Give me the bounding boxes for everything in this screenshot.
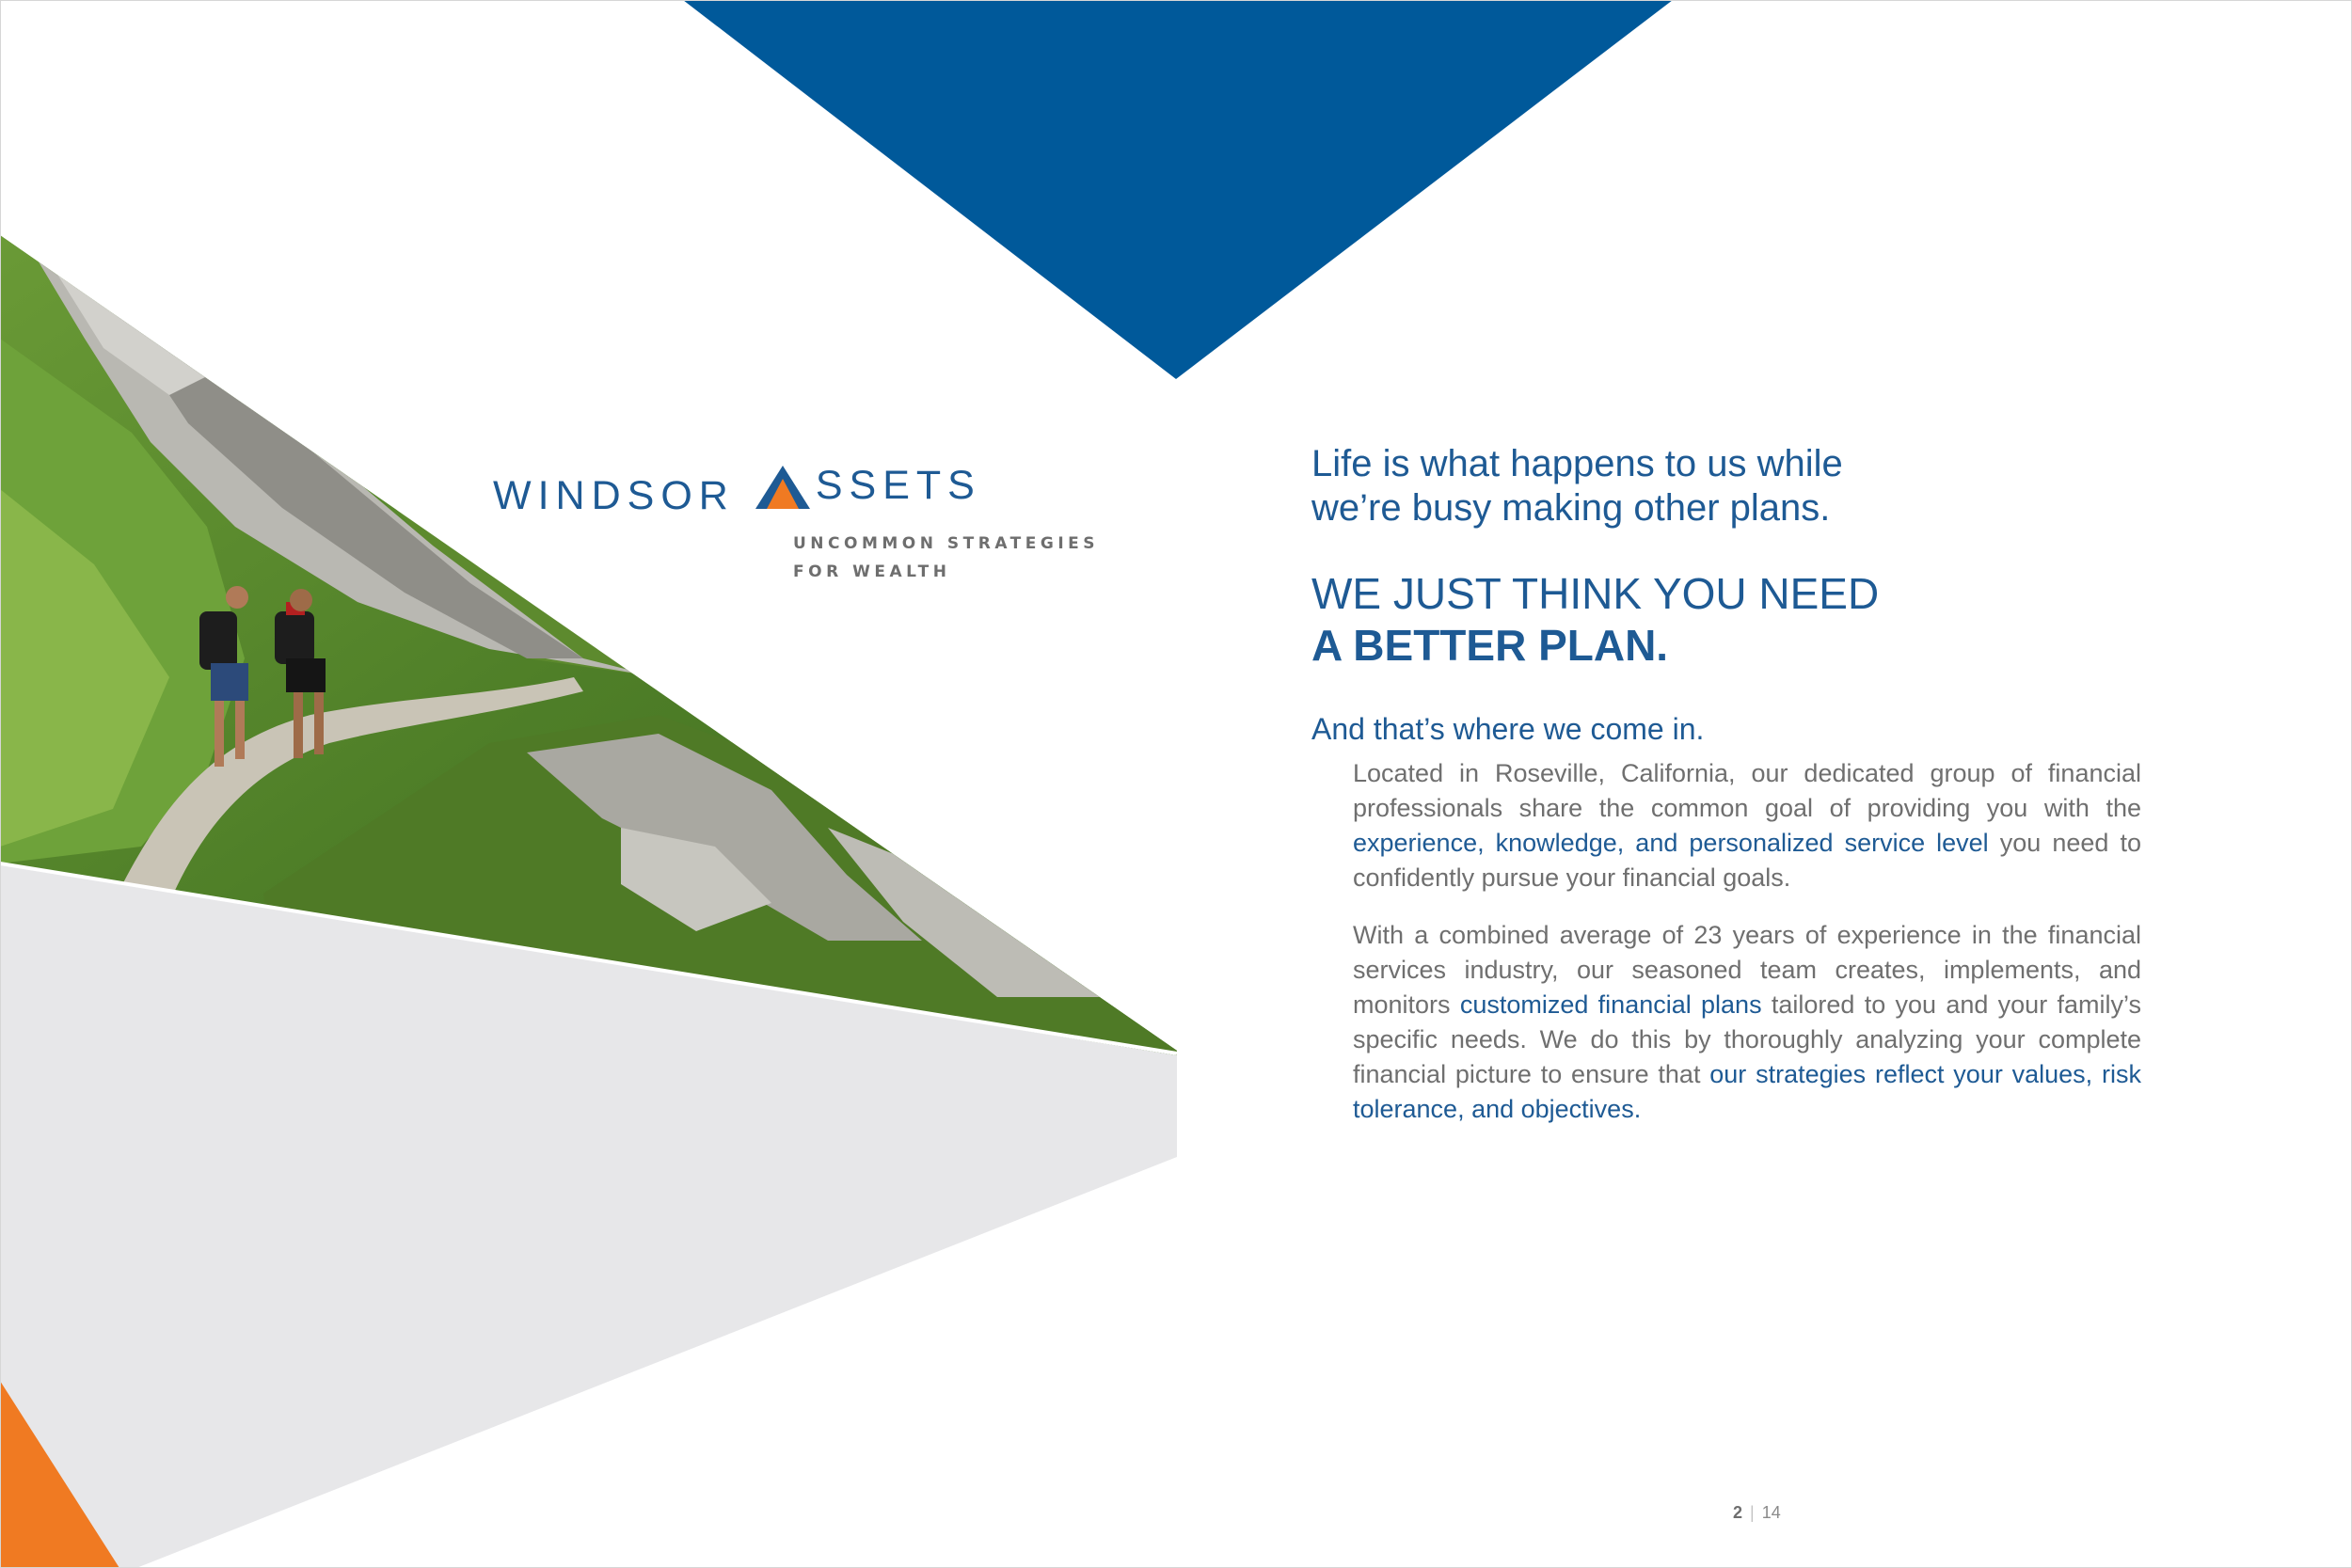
para2-highlight1: customized financial plans <box>1459 990 1762 1019</box>
intro-text: And that’s where we come in. <box>1311 712 1705 746</box>
blue-chevron-shape <box>683 0 1673 379</box>
quote-line2: we’re busy making other plans. <box>1311 487 1831 529</box>
paragraph-location <box>1353 756 2141 895</box>
para2-text2: tailored to you and your family’s specific needs. We do this by thoroughly analyzing your complete financial picture to ensure that <box>1353 990 2141 1088</box>
main-text-column <box>1311 442 2143 1127</box>
page-separator: | <box>1750 1503 1755 1522</box>
brand-tagline <box>793 530 1099 586</box>
quote-line1: Life is what happens to us while <box>1311 443 1843 484</box>
page-current: 2 <box>1733 1503 1743 1522</box>
tagline-line1: UNCOMMON STRATEGIES <box>793 534 1100 553</box>
para1-highlight: experience, knowledge, and personalized service level <box>1353 829 1989 857</box>
paragraph-experience <box>1353 918 2141 1127</box>
para2-text1: With a combined average of 23 years of experience in the financial services industry, our seasoned team creates, implements, and monitors <box>1353 921 2141 1019</box>
triangle-a-icon <box>755 466 810 509</box>
brand-name-windsor: WINDSOR <box>493 473 735 518</box>
para1-text2: you need to confidently pursue your financial goals. <box>1353 829 2141 892</box>
brand-name-assets-text: SSETS <box>815 463 981 508</box>
tagline-line2: FOR WEALTH <box>793 562 951 581</box>
brand-name-assets <box>755 463 981 509</box>
headline-line2: A BETTER PLAN. <box>1311 621 1669 670</box>
page-total: 14 <box>1761 1503 1781 1522</box>
headline-line1: WE JUST THINK YOU NEED <box>1311 569 1880 618</box>
page-number <box>1733 1503 1781 1523</box>
headline <box>1311 568 2143 672</box>
brand-logo <box>493 463 981 519</box>
para1-text1: Located in Roseville, California, our dedicated group of financial professionals share the common goal of providing you with the <box>1353 759 2141 822</box>
quote <box>1311 442 2143 531</box>
para2-highlight2: our strategies reflect your values, risk tolerance, and objectives. <box>1353 1060 2141 1123</box>
